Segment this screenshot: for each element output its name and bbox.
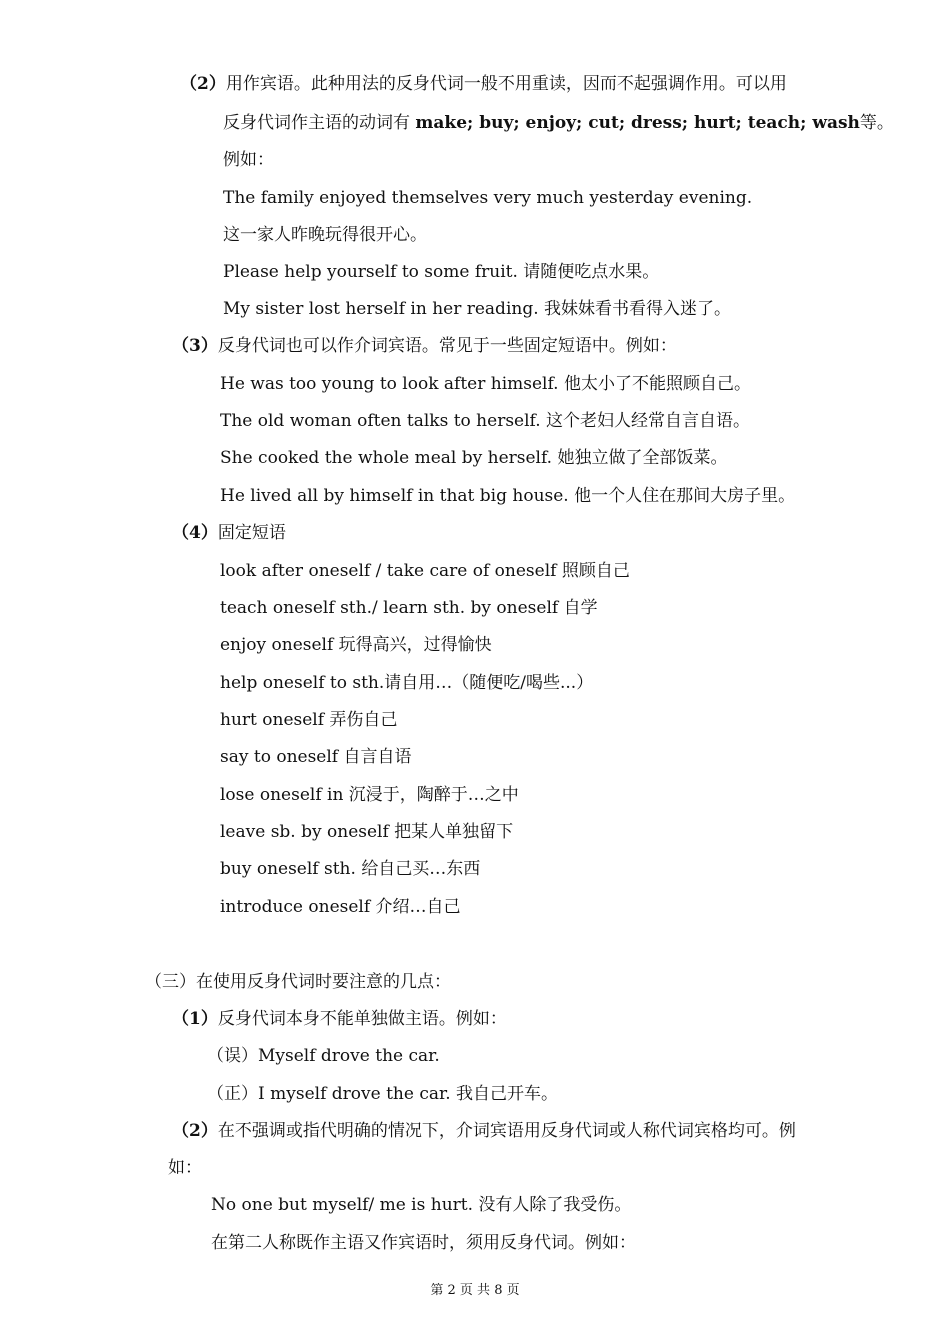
example-sentence: No one but myself/ me is hurt. 没有人除了我受伤。 [211, 1195, 632, 1215]
phrase-item: introduce oneself 介绍…自己 [220, 897, 461, 917]
example-sentence: My sister lost herself in her reading. 我妹妹看书看得入迷了。 [223, 299, 732, 319]
section-3-text: 反身代词也可以作介词宾语。常见于一些固定短语中。例如： [217, 336, 677, 356]
phrase-item: buy oneself sth. 给自己买…东西 [220, 859, 481, 879]
section-4-text: 固定短语 [217, 523, 286, 543]
verbs-list: make; buy; enjoy; cut; dress; hurt; teach; wash [415, 113, 860, 133]
note-1-text: 反身代词本身不能单独做主语。例如： [217, 1009, 507, 1029]
phrase-item: help oneself to sth.请自用…（随便吃/喝些...） [220, 673, 594, 693]
section-4-heading [172, 521, 286, 545]
note-2-text: 在不强调或指代明确的情况下，介词宾语用反身代词或人称代词宾格均可。例 [217, 1121, 796, 1141]
note-1-number: （1） [172, 1009, 218, 1029]
section-2-verbs-line [223, 111, 894, 135]
section-4-number: （4） [172, 523, 218, 543]
example-sentence: He lived all by himself in that big house. 他一个人住在那间大房子里。 [220, 486, 796, 506]
section-2-text: 用作宾语。此种用法的反身代词一般不用重读，因而不起强调作用。可以用 [225, 74, 787, 94]
section-2-heading [180, 72, 787, 96]
note-2-number: （2） [172, 1121, 218, 1141]
example-sentence: He was too young to look after himself. 他太小了不能照顾自己。 [220, 374, 751, 394]
example-sentence: The old woman often talks to herself. 这个老妇人经常自言自语。 [220, 411, 751, 431]
example-sentence: 在第二人称既作主语又作宾语时，须用反身代词。例如： [211, 1233, 636, 1253]
phrase-item: teach oneself sth./ learn sth. by oneself 自学 [220, 598, 598, 618]
section-3-number: （3） [172, 336, 218, 356]
note-2-continuation: 如： [168, 1158, 202, 1178]
section-3-heading [172, 334, 677, 358]
page-footer: 第 2 页 共 8 页 [430, 1283, 520, 1298]
phrase-item: enjoy oneself 玩得高兴，过得愉快 [220, 635, 492, 655]
phrase-item: leave sb. by oneself 把某人单独留下 [220, 822, 514, 842]
note-2-heading [172, 1119, 796, 1143]
phrase-item: look after oneself / take care of oneself 照顾自己 [220, 561, 630, 581]
section-2-number: （2） [180, 74, 226, 94]
verbs-intro: 反身代词作主语的动词有 [223, 113, 416, 133]
example-sentence: 这一家人昨晚玩得很开心。 [223, 225, 427, 245]
note-1-heading [172, 1007, 507, 1031]
phrase-item: lose oneself in 沉浸于，陶醉于…之中 [220, 785, 519, 805]
phrase-item: say to oneself 自言自语 [220, 747, 412, 767]
part-3-heading: （三）在使用反身代词时要注意的几点： [145, 972, 451, 992]
phrase-item: hurt oneself 弄伤自己 [220, 710, 398, 730]
example-sentence: The family enjoyed themselves very much yesterday evening. [223, 188, 753, 208]
example-label: 例如： [223, 150, 274, 170]
example-sentence: She cooked the whole meal by herself. 她独立做了全部饭菜。 [220, 448, 728, 468]
example-sentence: Please help yourself to some fruit. 请随便吃点水果。 [223, 262, 660, 282]
verbs-suffix: 等。 [859, 113, 894, 133]
right-example: （正）I myself drove the car. 我自己开车。 [207, 1084, 559, 1104]
wrong-example: （误）Myself drove the car. [207, 1046, 440, 1066]
